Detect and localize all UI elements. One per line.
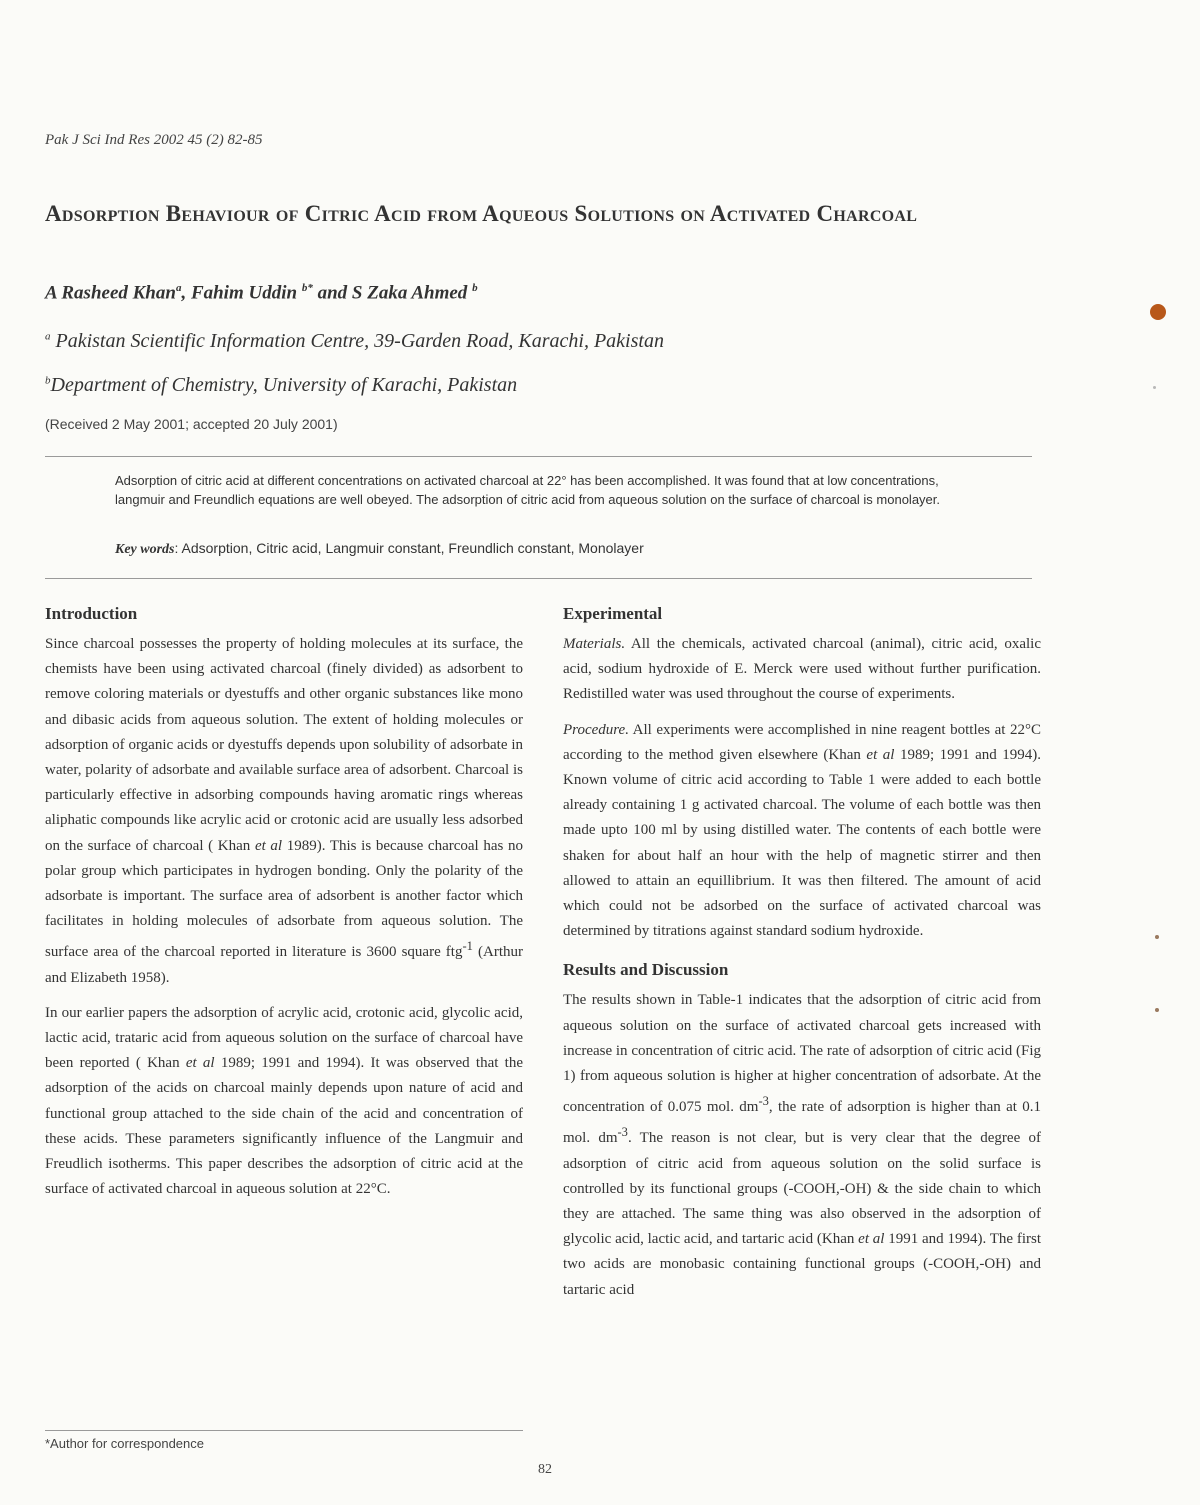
author-name: Fahim Uddin bbox=[190, 282, 298, 304]
author-name: A Rasheed Khan bbox=[45, 282, 176, 304]
author-name: S Zaka Ahmed bbox=[351, 282, 468, 304]
page-number: 82 bbox=[538, 1462, 552, 1477]
affiliation-b bbox=[45, 374, 517, 397]
keywords-label: Key words bbox=[115, 542, 175, 557]
received-dates: (Received 2 May 2001; accepted 20 July 2001) bbox=[45, 416, 338, 432]
scan-speck bbox=[1155, 1008, 1159, 1012]
author-affiliation-mark: a bbox=[175, 282, 182, 294]
punch-hole-mark bbox=[1150, 304, 1166, 320]
affiliation-a bbox=[45, 330, 664, 353]
abstract-top-divider bbox=[45, 456, 1032, 457]
et-al: et al bbox=[185, 1055, 215, 1072]
procedure-paragraph: Procedure. All experiments were accomplished in nine reagent bottles at 22°C according to the method given elsewhere (Khan et al 1989; 1991 and 1994). Known volume of citric acid according to Table 1 were added to each bottle already containing 1 g activated charcoal. The volume of each bottle was then made upto 100 ml by using distilled water. The contents of each bottle were shaken for about half an hour with the help of magnetic stirrer and then allowed to attain an equillibrium. It was then filtered. The amount of acid which could not be adsorbed on the surface of activated charcoal was determined by titrations against standard sodium hydroxide. bbox=[563, 721, 1042, 940]
footnote-divider bbox=[45, 1430, 523, 1431]
footnote: *Author for correspondence bbox=[45, 1436, 204, 1451]
author-affiliation-mark: b* bbox=[301, 282, 313, 294]
author-list: A Rasheed Khan$^a$, Fahim Uddin $^{b*}$ and S Zaka Ahmed $^b$ bbox=[45, 282, 478, 304]
abstract-bottom-divider bbox=[45, 578, 1032, 579]
affiliation-mark: a bbox=[45, 330, 51, 343]
paper-title: Adsorption Behaviour of Citric Acid from Aqueous Solutions on Activated Charcoal bbox=[45, 201, 918, 226]
scan-speck bbox=[1153, 386, 1156, 389]
affiliation-text: Department of Chemistry, University of Karachi, Pakistan bbox=[50, 374, 518, 396]
journal-reference: Pak J Sci Ind Res 2002 45 (2) 82-85 bbox=[45, 132, 263, 148]
materials-paragraph: Materials. All the chemicals, activated charcoal (animal), citric acid, oxalic acid, sodium hydroxide of E. Merck were used without further purification. Redistilled water was used throughout the course of experiments. bbox=[563, 636, 1041, 703]
et-al: et al bbox=[858, 1231, 885, 1248]
keywords-text: : Adsorption, Citric acid, Langmuir constant, Freundlich constant, Monolayer bbox=[174, 540, 644, 556]
left-column bbox=[45, 602, 523, 1212]
materials-label: Materials. bbox=[563, 636, 626, 652]
introduction-paragraph-1: Since charcoal possesses the property of holding molecules at its surface, the chemists have been using activated charcoal (finely divided) as adsorbent to remove coloring materials or dyestuffs and other organic substances like mono and dibasic acids from aqueous solution. The extent of holding molecules or adsorption of organic acids or dyestuffs depends upon solubility of adsorbate in water, polarity of adsorbate and available surface area of adsorbent. Charcoal is particularly effective in adsorbing compounds having aromatic rings whereas aliphatic compounds like acrylic acid or crotonic acid are usually less adsorbed on the surface of charcoal ( Khan et al 1989). This is because charcoal has no polar group which participates in hydrogen bonding. Only the polarity of the adsorbate is important. The surface area of adsorbent is another factor which facilitates in holding molecules of adsorbate from aqueous solution. The surface area of the charcoal reported in literature is 3600 square ftg$^{-1}$ (Arthur and Elizabeth 1958). bbox=[45, 636, 524, 986]
scan-speck bbox=[1155, 935, 1159, 939]
introduction-heading: Introduction bbox=[45, 604, 138, 623]
affiliation-mark: b bbox=[45, 374, 51, 387]
results-paragraph: The results shown in Table-1 indicates that the adsorption of citric acid from aqueous solution on the surface of activated charcoal gets increased with increase in concentration of citric acid. The rate of adsorption of citric acid (Fig 1) from aqueous solution is higher at higher concentration of adsorbate. At the concentration of 0.075 mol. $dm^{-3}$, the rate of adsorption is higher than at 0.1 mol. $dm^{-3}$. The reason is not clear, but is very clear that the degree of adsorption of citric acid from aqueous solution on the solid surface is controlled by its functional groups (-COOH,-OH) & the side chain to which they are attached. The same thing was also observed in the adsorption of glycolic acid, lactic acid, and tartaric acid (Khan et al 1991 and 1994). The first two acids are monobasic containing functional groups (-COOH,-OH) and tartaric acid bbox=[563, 992, 1041, 1298]
right-column bbox=[563, 602, 1041, 1313]
author-affiliation-mark: b bbox=[472, 282, 478, 294]
et-al: et al bbox=[254, 837, 283, 854]
abstract: Adsorption of citric acid at different concentrations on activated charcoal at 22° has been accomplished. It was found that at low concentrations, langmuir and Freundlich equations are well obeyed. The adsorption of citric acid from aqueous solution on the surface of charcoal is monolayer. bbox=[115, 473, 941, 507]
keywords bbox=[115, 540, 975, 558]
affiliation-text: Pakistan Scientific Information Centre, 39-Garden Road, Karachi, Pakistan bbox=[55, 330, 664, 352]
author-conjunction: and bbox=[317, 282, 348, 304]
et-al: et al bbox=[866, 746, 895, 763]
introduction-paragraph-2: In our earlier papers the adsorption of acrylic acid, crotonic acid, glycolic acid, lactic acid, trataric acid from aqueous solution on the surface of charcoal have been reported ( Khan et al 1989; 1991 and 1994). It was observed that the adsorption of the acids on charcoal mainly depends upon nature of acid and functional group attached to the side chain of the acid and concentration of these acids. These parameters significantly influence of the Langmuir and Freudlich isotherms. This paper describes the adsorption of citric acid at the surface of activated charcoal in aqueous solution at 22°C. bbox=[45, 1004, 524, 1198]
procedure-label: Procedure. bbox=[563, 721, 629, 738]
experimental-heading: Experimental bbox=[563, 604, 663, 623]
results-heading: Results and Discussion bbox=[563, 960, 729, 980]
